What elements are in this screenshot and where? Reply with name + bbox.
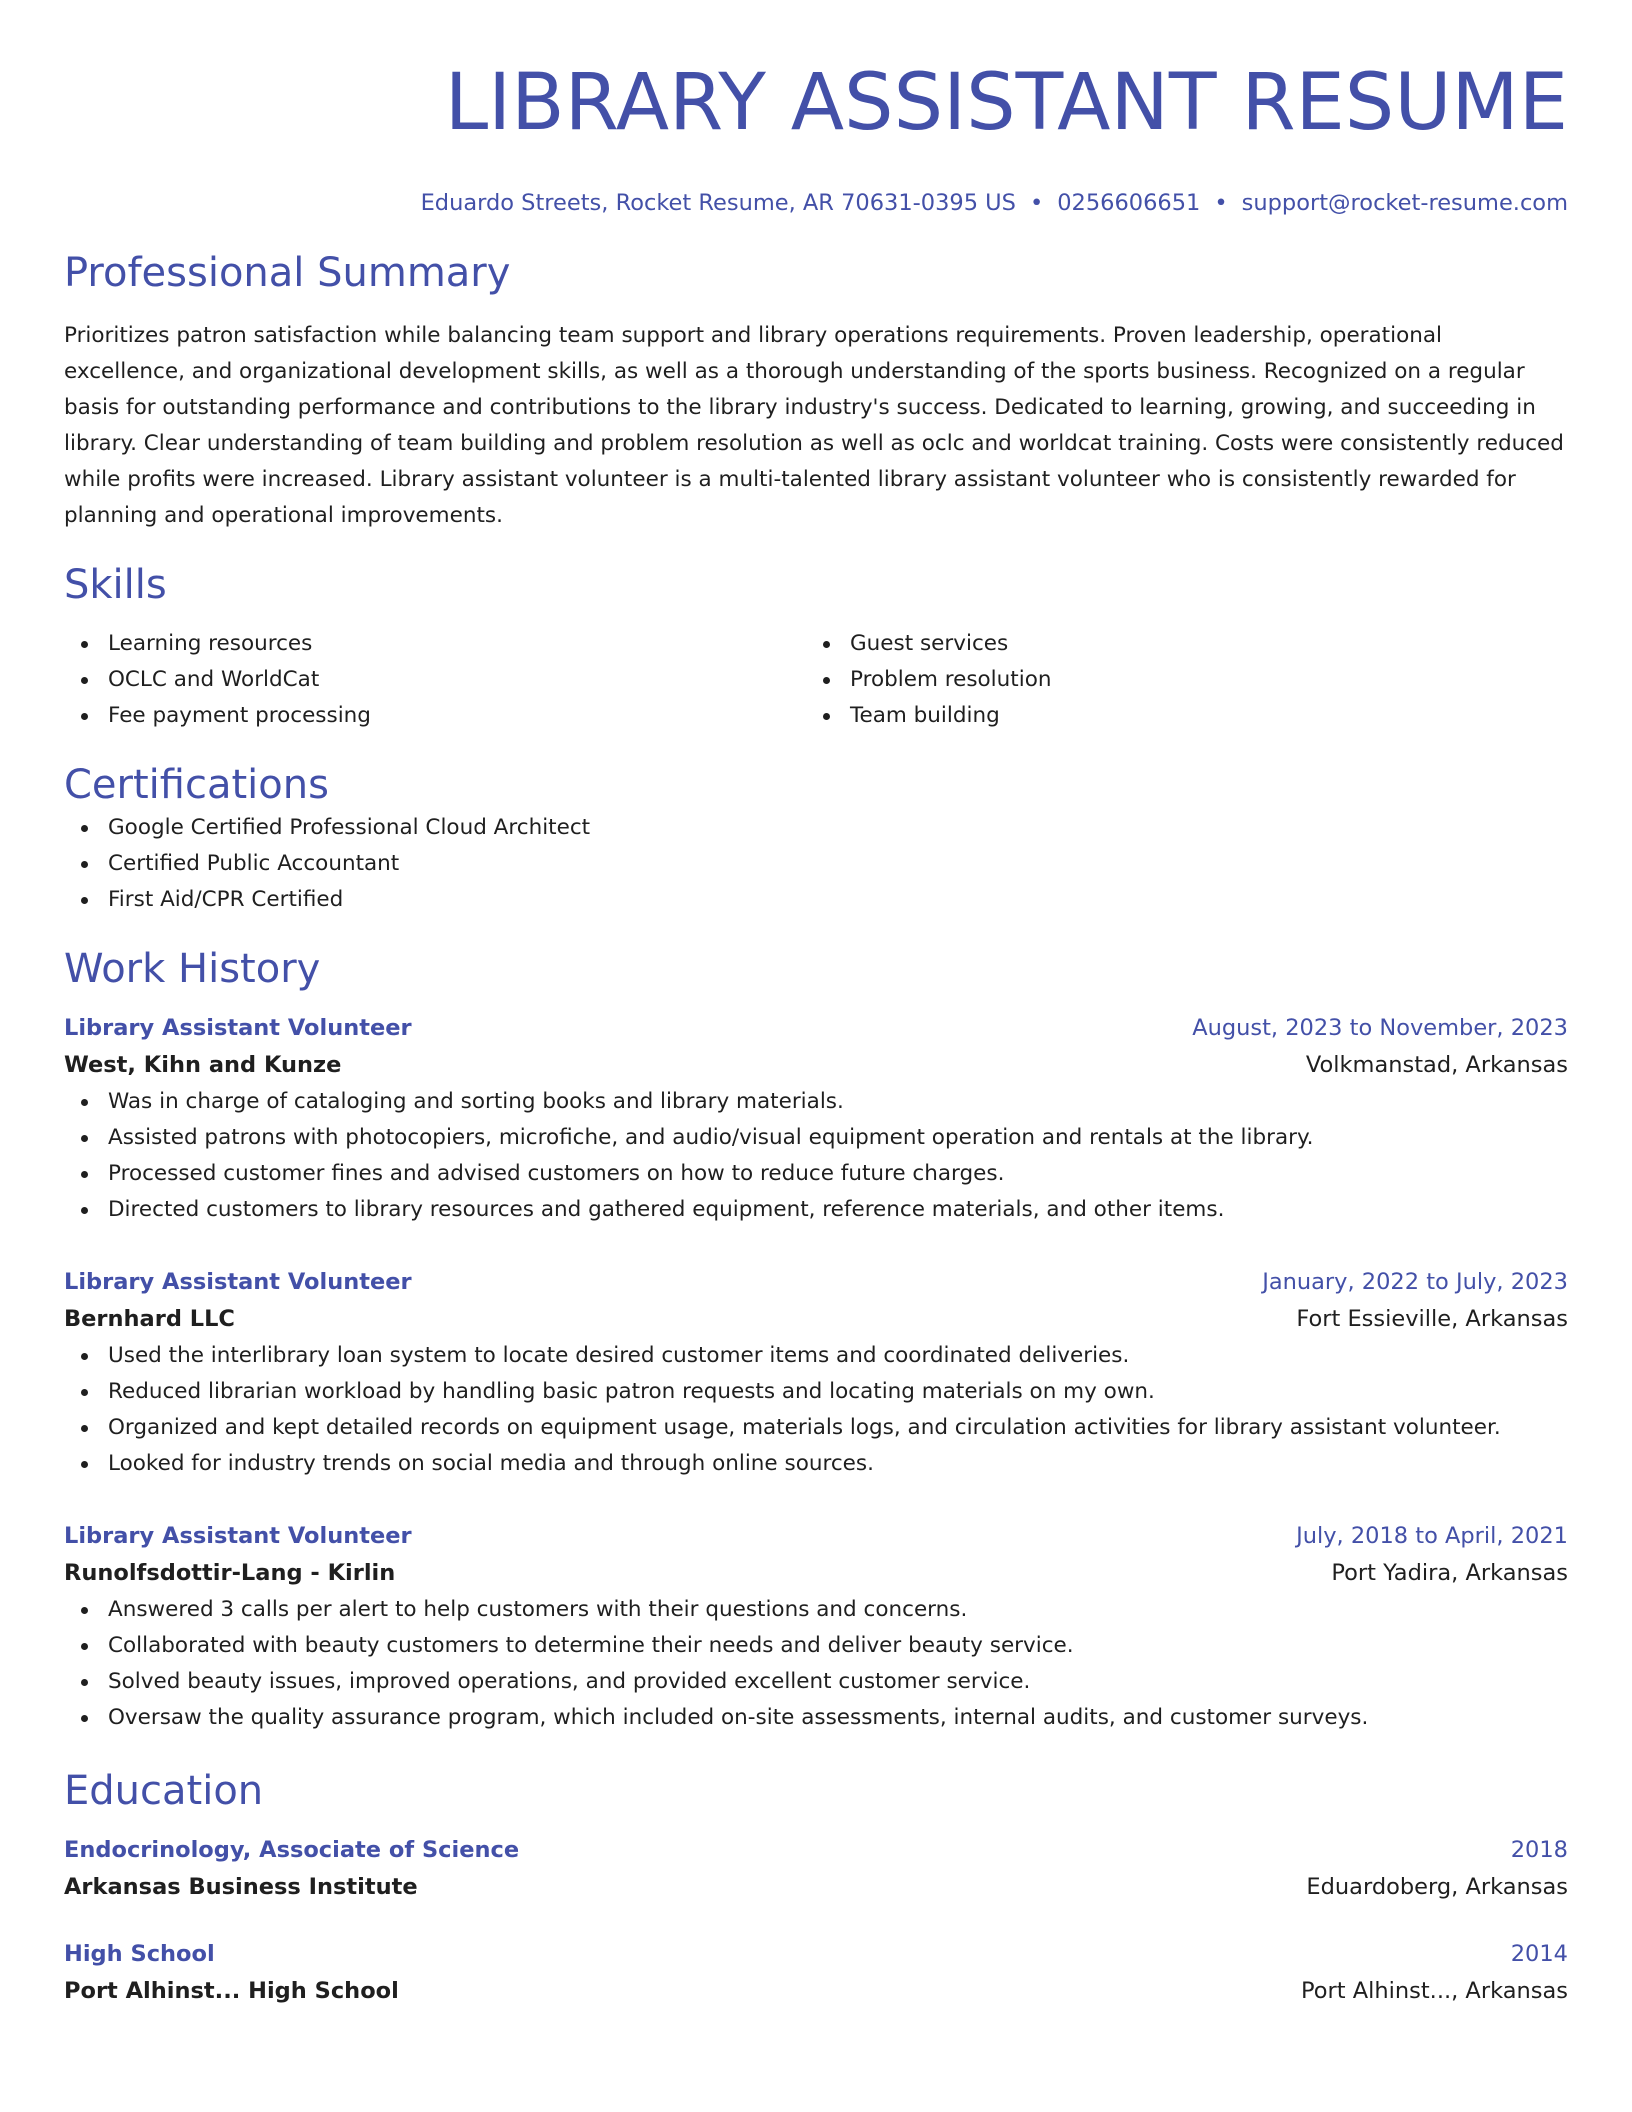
education-school: Port Alhinst... High School xyxy=(64,1978,399,2004)
skill-item: Fee payment processing xyxy=(64,698,806,734)
resume-header xyxy=(64,56,1568,218)
job-duties-list xyxy=(64,1338,1568,1482)
education-heading: Education xyxy=(64,1768,264,1814)
contact-separator: • xyxy=(1029,190,1044,216)
skill-item: Problem resolution xyxy=(806,662,1548,698)
job-duty: Looked for industry trends on social media and through online sources. xyxy=(64,1446,1568,1482)
certifications-heading: Certifications xyxy=(64,762,329,808)
skill-item: Guest services xyxy=(806,626,1548,662)
job-role: Library Assistant Volunteer xyxy=(64,1523,412,1549)
skills-list-left xyxy=(64,626,806,734)
skills-column-right xyxy=(806,626,1548,734)
contact-email[interactable]: support@rocket-resume.com xyxy=(1241,190,1568,216)
contact-phone: 0256606651 xyxy=(1057,190,1201,216)
job-duties-list xyxy=(64,1592,1568,1736)
job-header-row xyxy=(64,1010,1568,1046)
job-header-row xyxy=(64,1518,1568,1554)
job-duty: Organized and kept detailed records on equipment usage, materials logs, and circulation activities for library assistant volunteer. xyxy=(64,1410,1568,1446)
job-dates: January, 2022 to July, 2023 xyxy=(1262,1269,1568,1295)
certification-item: First Aid/CPR Certified xyxy=(64,882,1568,918)
skills-list-right xyxy=(806,626,1548,734)
education-location: Eduardoberg, Arkansas xyxy=(1306,1874,1568,1900)
resume-title: LIBRARY ASSISTANT RESUME xyxy=(444,58,1568,148)
job-location: Port Yadira, Arkansas xyxy=(1331,1560,1568,1586)
contact-address: Eduardo Streets, Rocket Resume, AR 70631-0395 US xyxy=(420,190,1016,216)
education-year: 2014 xyxy=(1510,1941,1568,1967)
job-duty: Used the interlibrary loan system to locate desired customer items and coordinated deliveries. xyxy=(64,1338,1568,1374)
job-dates: July, 2018 to April, 2021 xyxy=(1296,1523,1568,1549)
certification-item: Google Certified Professional Cloud Architect xyxy=(64,810,1568,846)
work-history-section xyxy=(64,944,1568,1736)
education-header-row xyxy=(64,1832,1568,1868)
summary-heading: Professional Summary xyxy=(64,250,511,296)
job-duty: Answered 3 calls per alert to help customers with their questions and concerns. xyxy=(64,1592,1568,1628)
education-school-row xyxy=(64,1868,1568,1906)
education-degree: High School xyxy=(64,1941,215,1967)
job-duty: Reduced librarian workload by handling basic patron requests and locating materials on my own. xyxy=(64,1374,1568,1410)
job-entry xyxy=(64,1264,1568,1482)
work-history-heading: Work History xyxy=(64,946,321,992)
education-year: 2018 xyxy=(1510,1837,1568,1863)
job-company: Bernhard LLC xyxy=(64,1306,235,1332)
summary-section xyxy=(64,248,1568,534)
job-entry xyxy=(64,1010,1568,1228)
job-location: Volkmanstad, Arkansas xyxy=(1305,1052,1568,1078)
job-duty: Collaborated with beauty customers to determine their needs and deliver beauty service. xyxy=(64,1628,1568,1664)
job-duty: Oversaw the quality assurance program, which included on-site assessments, internal audits, and customer surveys. xyxy=(64,1700,1568,1736)
education-school: Arkansas Business Institute xyxy=(64,1874,418,1900)
job-duty: Was in charge of cataloging and sorting books and library materials. xyxy=(64,1084,1568,1120)
skills-section xyxy=(64,560,1568,734)
summary-text: Prioritizes patron satisfaction while balancing team support and library operations requirements. Proven leadership, operational excellence, and organizational development skills, as well as a thorough understanding of the sports business. Recognized on a regular basis for outstanding performance and contributions to the library industry's success. Dedicated to learning, growing, and succeeding in library. Clear understanding of team building and problem resolution as well as oclc and worldcat training. Costs were consistently reduced while profits were increased. Library assistant volunteer is a multi-talented library assistant volunteer who is consistently rewarded for planning and operational improvements. xyxy=(64,323,1564,528)
education-section xyxy=(64,1766,1568,2010)
certification-item: Certified Public Accountant xyxy=(64,846,1568,882)
job-dates: August, 2023 to November, 2023 xyxy=(1192,1015,1568,1041)
job-header-row xyxy=(64,1264,1568,1300)
job-role: Library Assistant Volunteer xyxy=(64,1269,412,1295)
education-entry xyxy=(64,1832,1568,1906)
education-degree: Endocrinology, Associate of Science xyxy=(64,1837,520,1863)
job-company: Runolfsdottir-Lang - Kirlin xyxy=(64,1560,396,1586)
job-duty: Directed customers to library resources and gathered equipment, reference materials, and other items. xyxy=(64,1192,1568,1228)
certifications-section xyxy=(64,760,1568,918)
skill-item: Team building xyxy=(806,698,1548,734)
skill-item: Learning resources xyxy=(64,626,806,662)
skill-item: OCLC and WorldCat xyxy=(64,662,806,698)
job-company: West, Kihn and Kunze xyxy=(64,1052,342,1078)
job-duty: Assisted patrons with photocopiers, microfiche, and audio/visual equipment operation and rentals at the library. xyxy=(64,1120,1568,1156)
education-school-row xyxy=(64,1972,1568,2010)
job-duties-list xyxy=(64,1084,1568,1228)
job-duty: Processed customer fines and advised customers on how to reduce future charges. xyxy=(64,1156,1568,1192)
contact-separator: • xyxy=(1214,190,1228,216)
job-entry xyxy=(64,1518,1568,1736)
job-employer-row xyxy=(64,1046,1568,1084)
job-location: Fort Essieville, Arkansas xyxy=(1296,1306,1568,1332)
certifications-list xyxy=(64,810,1568,918)
job-employer-row xyxy=(64,1300,1568,1338)
skills-column-left xyxy=(64,626,806,734)
education-entry xyxy=(64,1936,1568,2010)
resume-page xyxy=(64,0,1568,2010)
contact-line xyxy=(64,188,1568,218)
skills-heading: Skills xyxy=(64,562,167,608)
skills-grid xyxy=(64,626,1568,734)
job-role: Library Assistant Volunteer xyxy=(64,1015,412,1041)
job-employer-row xyxy=(64,1554,1568,1592)
education-header-row xyxy=(64,1936,1568,1972)
education-location: Port Alhinst..., Arkansas xyxy=(1300,1978,1568,2004)
job-duty: Solved beauty issues, improved operations, and provided excellent customer service. xyxy=(64,1664,1568,1700)
